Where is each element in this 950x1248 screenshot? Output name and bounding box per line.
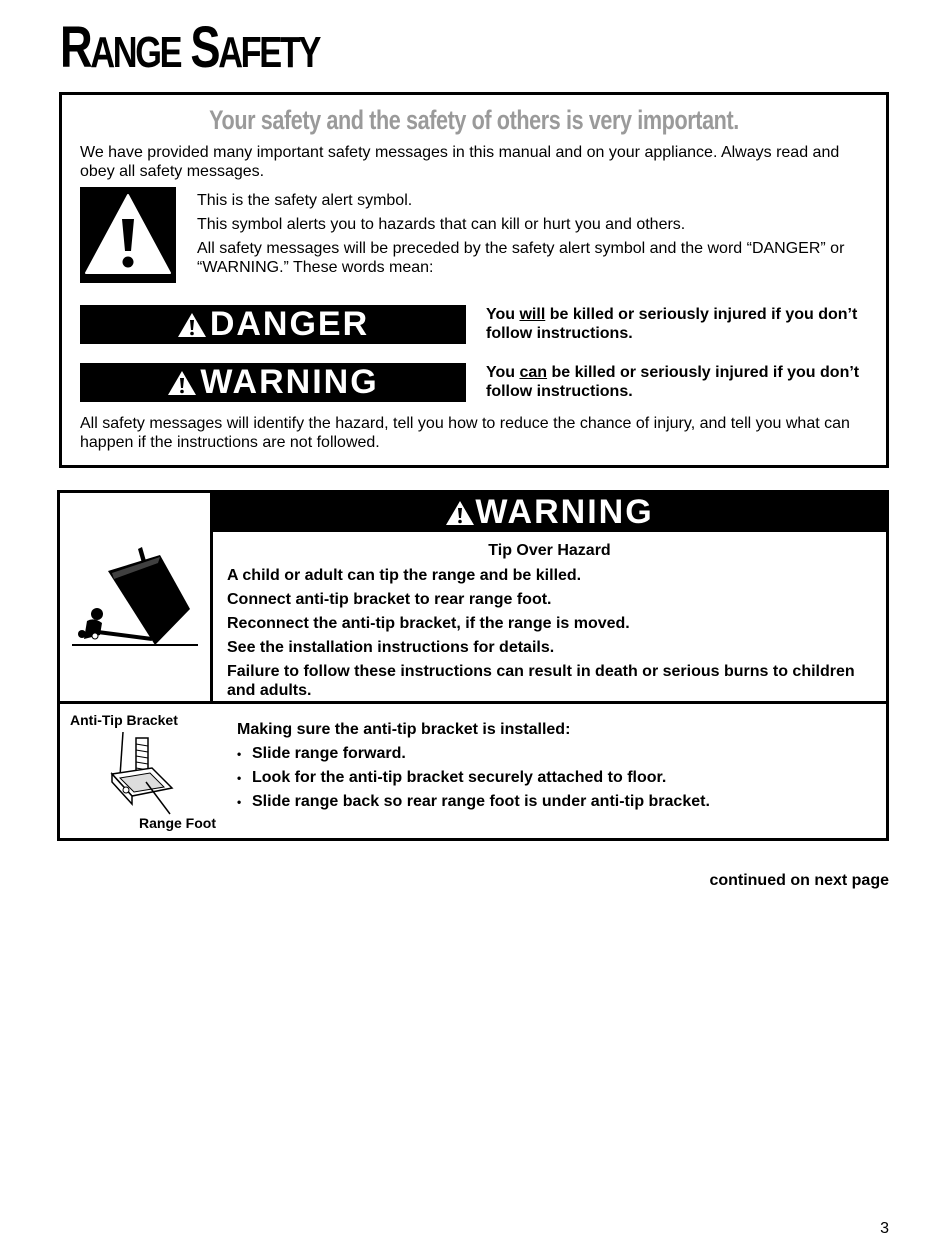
bracket-label: Anti-Tip Bracket	[70, 712, 178, 728]
alert-line-2: This symbol alerts you to hazards that can kill or hurt you and others.	[197, 216, 686, 233]
page-title: RANGE SAFETY	[60, 15, 320, 80]
step-item: • Slide range back so rear range foot is under anti-tip bracket.	[237, 793, 710, 810]
step-item: • Look for the anti-tip bracket securely attached to floor.	[237, 769, 667, 786]
step-item: • Slide range forward.	[237, 745, 406, 762]
warning-line: Failure to follow these instructions can result in death or serious burns to children and adults.	[227, 663, 855, 699]
range-foot-label: Range Foot	[139, 815, 216, 831]
hazard-title: Tip Over Hazard	[488, 542, 611, 559]
alert-triangle-icon	[167, 369, 197, 397]
danger-banner	[80, 305, 466, 344]
warning-description: You can be killed or seriously injured if you don’t follow instructions.	[486, 364, 860, 400]
page-number: 3	[880, 1220, 889, 1237]
safety-alert-icon	[80, 187, 176, 283]
warning-line: A child or adult can tip the range and be killed.	[227, 567, 582, 584]
tip-warning-body	[213, 532, 886, 704]
warning-line: See the installation instructions for details.	[227, 639, 555, 656]
danger-label: DANGER	[209, 305, 370, 343]
tip-over-illustration	[60, 493, 213, 704]
tip-over-warning-box	[57, 490, 889, 841]
safety-closing: All safety messages will identify the hazard, tell you how to reduce the chance of injury, and tell you what can happen if the instructions are not followed.	[80, 415, 850, 451]
safety-subtitle: Your safety and the safety of others is very important.	[209, 105, 739, 135]
tip-warning-banner	[213, 493, 886, 532]
steps-title: Making sure the anti-tip bracket is installed:	[237, 721, 571, 738]
alert-triangle-icon	[445, 499, 475, 527]
alert-line-3: All safety messages will be preceded by the safety alert symbol and the word “DANGER” or “WARNING.” These words mean:	[197, 240, 845, 276]
warning-line: Reconnect the anti-tip bracket, if the range is moved.	[227, 615, 630, 632]
warning-banner	[80, 363, 466, 402]
alert-triangle-icon	[177, 311, 207, 339]
tip-warning-label: WARNING	[475, 493, 654, 531]
warning-label: WARNING	[200, 363, 379, 401]
danger-description: You will be killed or seriously injured if you don’t follow instructions.	[486, 306, 858, 342]
alert-line-1: This is the safety alert symbol.	[197, 192, 413, 209]
warning-line: Connect anti-tip bracket to rear range foot.	[227, 591, 552, 608]
anti-tip-bracket-illustration	[60, 704, 230, 838]
safety-info-box	[59, 92, 889, 468]
anti-tip-steps	[237, 718, 877, 814]
continued-note: continued on next page	[709, 872, 889, 889]
safety-intro: We have provided many important safety messages in this manual and on your appliance. Always read and obey all safety messages.	[80, 144, 840, 180]
